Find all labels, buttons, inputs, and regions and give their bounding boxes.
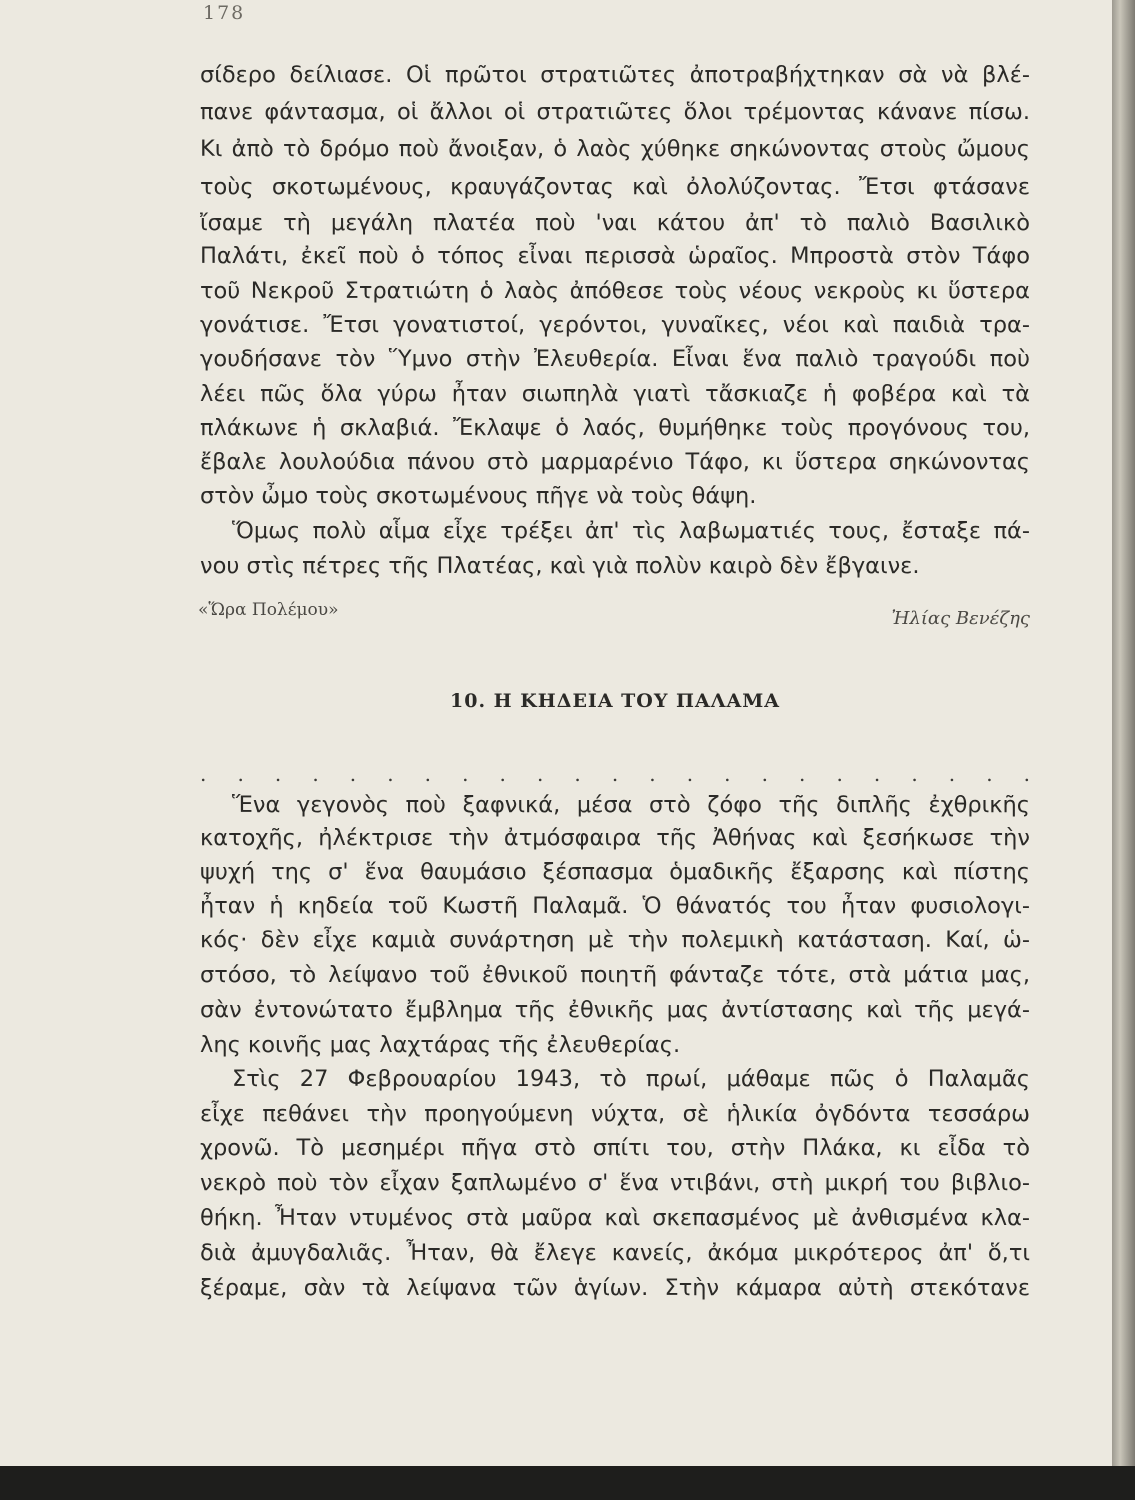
ellipsis-dot: . bbox=[312, 762, 319, 786]
scan-bottom-border bbox=[0, 1466, 1135, 1500]
ellipsis-dot: . bbox=[349, 762, 357, 786]
source-title: «Ὥρα Πολέμου» bbox=[198, 600, 339, 620]
text-line: Ὅμως πολὺ αἷμα εἶχε τρέξει ἀπ' τὶς λαβωματιές τους, ἔσταξε πά- bbox=[232, 518, 1030, 544]
ellipsis-dot: . bbox=[574, 762, 581, 786]
text-line: Στὶς 27 Φεβρουαρίου 1943, τὸ πρωί, μάθαμε πῶς ὁ Παλαμᾶς bbox=[232, 1066, 1030, 1092]
ellipsis-dot: . bbox=[424, 762, 431, 786]
text-line: τοῦ Νεκροῦ Στρατιώτη ὁ λαὸς ἀπόθεσε τοὺς νέους νεκροὺς κι ὕστερα bbox=[200, 278, 1030, 304]
ellipsis-dot: . bbox=[387, 762, 394, 786]
text-line: διὰ ἀμυγδαλιᾶς. Ἦταν, θὰ ἔλεγε κανείς, ἀκόμα μικρότερος ἀπ' ὅ,τι bbox=[200, 1240, 1030, 1266]
text-line: χρονῶ. Τὸ μεσημέρι πῆγα στὸ σπίτι του, στὴν Πλάκα, κι εἶδα τὸ bbox=[200, 1135, 1030, 1161]
text-line: σὰν ἐντονώτατο ἔμβλημα τῆς ἐθνικῆς μας ἀντίστασης καὶ τῆς μεγά- bbox=[200, 997, 1030, 1023]
ellipsis-dot: . bbox=[499, 762, 506, 786]
text-line: Ἕνα γεγονὸς ποὺ ξαφνικά, μέσα στὸ ζόφο τῆς διπλῆς ἐχθρικῆς bbox=[232, 792, 1030, 818]
author-name: Ἠλίας Βενέζης bbox=[891, 608, 1030, 629]
text-line: λης κοινῆς μας λαχτάρας τῆς ἐλευθερίας. bbox=[200, 1032, 681, 1058]
ellipsis-dot: . bbox=[799, 762, 806, 786]
ellipsis-row bbox=[200, 762, 1030, 786]
ellipsis-dot: . bbox=[986, 762, 993, 786]
text-line: νου στὶς πέτρες τῆς Πλατέας, καὶ γιὰ πολὺν καιρὸ δὲν ἔβγαινε. bbox=[200, 553, 920, 579]
text-line: κατοχῆς, ἠλέκτρισε τὴν ἀτμόσφαιρα τῆς Ἀθήνας καὶ ξεσήκωσε τὴν bbox=[200, 825, 1030, 851]
ellipsis-dot: . bbox=[724, 762, 731, 786]
ellipsis-dot: . bbox=[686, 762, 694, 786]
text-line: ἔβαλε λουλούδια πάνου στὸ μαρμαρένιο Τάφο, κι ὕστερα σηκώνοντας bbox=[200, 449, 1030, 475]
text-line: ἴσαμε τὴ μεγάλη πλατέα ποὺ 'ναι κάτου ἀπ' τὸ παλιὸ Βασιλικὸ bbox=[200, 210, 1030, 236]
text-line: ἦταν ἡ κηδεία τοῦ Κωστῆ Παλαμᾶ. Ὁ θάνατός του ἦταν φυσιολογι- bbox=[200, 893, 1030, 919]
text-line: ψυχή της σ' ἕνα θαυμάσιο ξέσπασμα ὁμαδικῆς ἔξαρσης καὶ πίστης bbox=[200, 859, 1030, 885]
ellipsis-dot: . bbox=[873, 762, 881, 786]
page-edge bbox=[1112, 0, 1135, 1466]
ellipsis-dot: . bbox=[948, 762, 956, 786]
text-line: ξέραμε, σὰν τὰ λείψανα τῶν ἁγίων. Στὴν κάμαρα αὐτὴ στεκότανε bbox=[200, 1275, 1030, 1301]
ellipsis-dot: . bbox=[237, 762, 244, 786]
ellipsis-dot: . bbox=[274, 762, 282, 786]
text-line: πλάκωνε ἡ σκλαβιά. Ἔκλαψε ὁ λαός, θυμήθηκε τοὺς προγόνους του, bbox=[200, 415, 1030, 441]
ellipsis-dot: . bbox=[649, 762, 656, 786]
text-line: τοὺς σκοτωμένους, κραυγάζοντας καὶ ὀλολύζοντας. Ἔτσι φτάσανε bbox=[200, 174, 1030, 200]
section-heading: 10. Η ΚΗΔΕΙΑ ΤΟΥ ΠΑΛΑΜΑ bbox=[450, 690, 780, 712]
text-line: εἶχε πεθάνει τὴν προηγούμενη νύχτα, σὲ ἡλικία ὀγδόντα τεσσάρω bbox=[200, 1101, 1030, 1127]
page-number: 178 bbox=[203, 2, 246, 24]
ellipsis-dot: . bbox=[836, 762, 843, 786]
ellipsis-dot: . bbox=[1023, 762, 1030, 786]
ellipsis-dot: . bbox=[611, 762, 619, 786]
text-line: σίδερο δείλιασε. Οἱ πρῶτοι στρατιῶτες ἀποτραβήχτηκαν σὰ νὰ βλέ- bbox=[200, 62, 1030, 88]
text-line: Κι ἀπὸ τὸ δρόμο ποὺ ἄνοιξαν, ὁ λαὸς χύθηκε σηκώνοντας στοὺς ὤμους bbox=[200, 136, 1030, 162]
text-line: θήκη. Ἦταν ντυμένος στὰ μαῦρα καὶ σκεπασμένος μὲ ἀνθισμένα κλα- bbox=[200, 1205, 1030, 1231]
ellipsis-dot: . bbox=[200, 762, 207, 786]
text-line: γουδήσανε τὸν Ὕμνο στὴν Ἐλευθερία. Εἶναι ἕνα παλιὸ τραγούδι ποὺ bbox=[200, 346, 1030, 372]
ellipsis-dot: . bbox=[462, 762, 469, 786]
ellipsis-dot: . bbox=[761, 762, 768, 786]
text-line: στόσο, τὸ λείψανο τοῦ ἐθνικοῦ ποιητῆ φάνταζε τότε, στὰ μάτια μας, bbox=[200, 962, 1030, 988]
text-line: γονάτισε. Ἔτσι γονατιστοί, γερόντοι, γυναῖκες, νέοι καὶ παιδιὰ τρα- bbox=[200, 312, 1030, 338]
text-line: κός· δὲν εἶχε καμιὰ συνάρτηση μὲ τὴν πολεμικὴ κατάσταση. Καί, ὡ- bbox=[200, 927, 1030, 953]
text-line: πανε φάντασμα, οἱ ἄλλοι οἱ στρατιῶτες ὅλοι τρέμοντας κάνανε πίσω. bbox=[200, 99, 1030, 125]
text-line: Παλάτι, ἐκεῖ ποὺ ὁ τόπος εἶναι περισσὰ ὡραῖος. Μπροστὰ στὸν Τάφο bbox=[200, 243, 1030, 269]
ellipsis-dot: . bbox=[536, 762, 544, 786]
text-line: νεκρὸ ποὺ τὸν εἶχαν ξαπλωμένο σ' ἕνα ντιβάνι, στὴ μικρή του βιβλιο- bbox=[200, 1170, 1030, 1196]
ellipsis-dot: . bbox=[911, 762, 918, 786]
text-line: στὸν ὦμο τοὺς σκοτωμένους πῆγε νὰ τοὺς θάψη. bbox=[200, 483, 757, 509]
text-line: λέει πῶς ὅλα γύρω ἦταν σιωπηλὰ γιατὶ τἄσκιαζε ἡ φοβέρα καὶ τὰ bbox=[200, 381, 1030, 407]
